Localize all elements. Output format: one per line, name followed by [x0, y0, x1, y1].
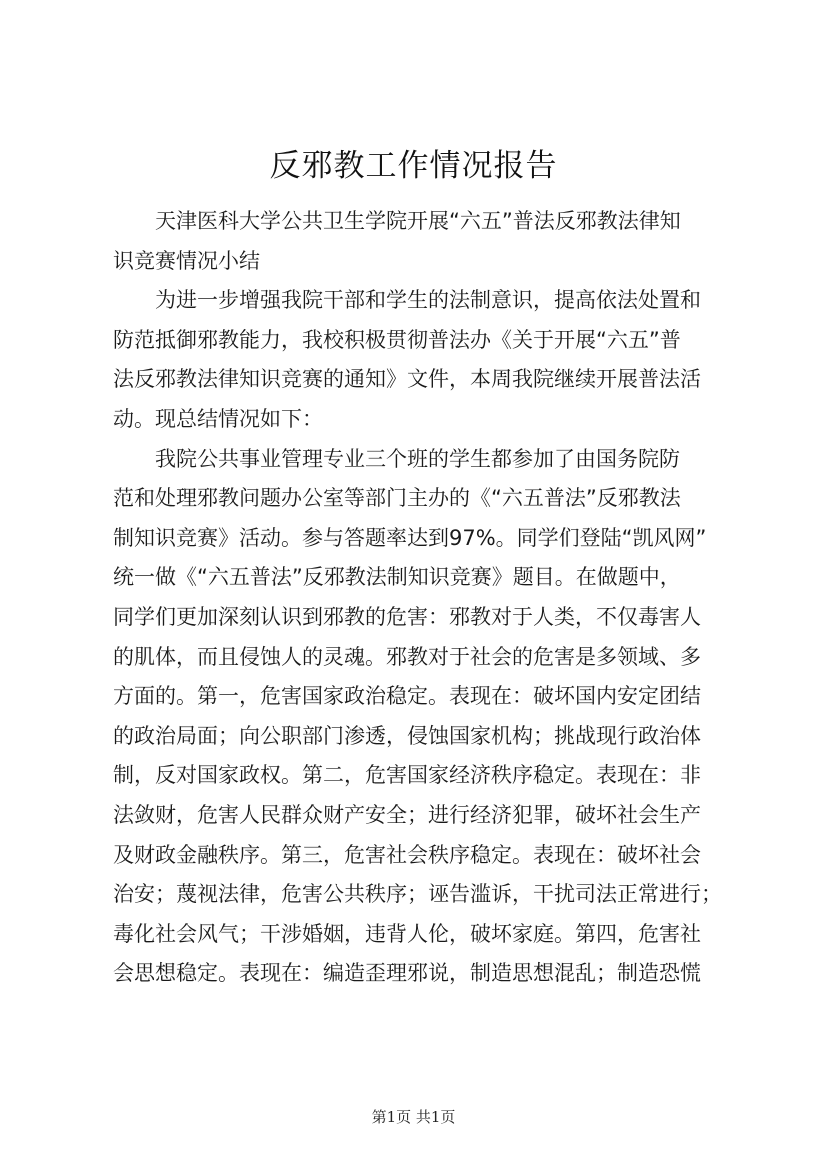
body-line: 范和处理邪教问题办公室等部门主办的《“六五普法”反邪教法 — [113, 486, 681, 511]
body-line: 毒化社会风气；干涉婚姻，违背人伦，破坏家庭。第四，危害社 — [113, 921, 701, 946]
body-line: 同学们更加深刻认识到邪教的危害：邪教对于人类，不仅毒害人 — [113, 604, 701, 629]
body-line: 天津医科大学公共卫生学院开展“六五”普法反邪教法律知 — [155, 209, 681, 233]
body-line: 法敛财，危害人民群众财产安全；进行经济犯罪，破坏社会生产 — [113, 802, 701, 827]
body-line: 识竞赛情况小结 — [113, 248, 260, 273]
body-line: 及财政金融秩序。第三，危害社会秩序稳定。表现在：破坏社会 — [113, 842, 701, 867]
body-line: 方面的。第一，危害国家政治稳定。表现在：破坏国内安定团结 — [113, 684, 701, 709]
body-line: 统一做《“六五普法”反邪教法制知识竞赛》题目。在做题中， — [113, 565, 681, 590]
body-line: 的肌体，而且侵蚀人的灵魂。邪教对于社会的危害是多领域、多 — [113, 644, 701, 669]
body-line: 制知识竞赛》活动。参与答题率达到97%。同学们登陆“凯风网” — [113, 525, 707, 550]
body-line: 为进一步增强我院干部和学生的法制意识，提高依法处置和 — [155, 288, 701, 313]
document-body — [113, 202, 733, 994]
document-title: 反邪教工作情况报告 — [269, 148, 558, 184]
body-line: 我院公共事业管理专业三个班的学生都参加了由国务院防 — [155, 446, 680, 471]
body-line: 治安；蔑视法律，危害公共秩序；诬告滥诉，干扰司法正常进行； — [113, 882, 722, 907]
body-line: 制，反对国家政权。第二，危害国家经济秩序稳定。表现在：非 — [113, 763, 701, 788]
body-line: 防范抵御邪教能力，我校积极贯彻普法办《关于开展“六五”普 — [113, 327, 681, 352]
page-footer: 第1页 共1页 — [371, 1108, 456, 1126]
body-line: 法反邪教法律知识竞赛的通知》文件，本周我院继续开展普法活 — [113, 367, 701, 392]
body-line: 的政治局面；向公职部门渗透，侵蚀国家机构；挑战现行政治体 — [113, 723, 701, 748]
body-line: 会思想稳定。表现在：编造歪理邪说，制造思想混乱；制造恐慌 — [113, 961, 701, 986]
body-line: 动。现总结情况如下： — [113, 406, 323, 431]
